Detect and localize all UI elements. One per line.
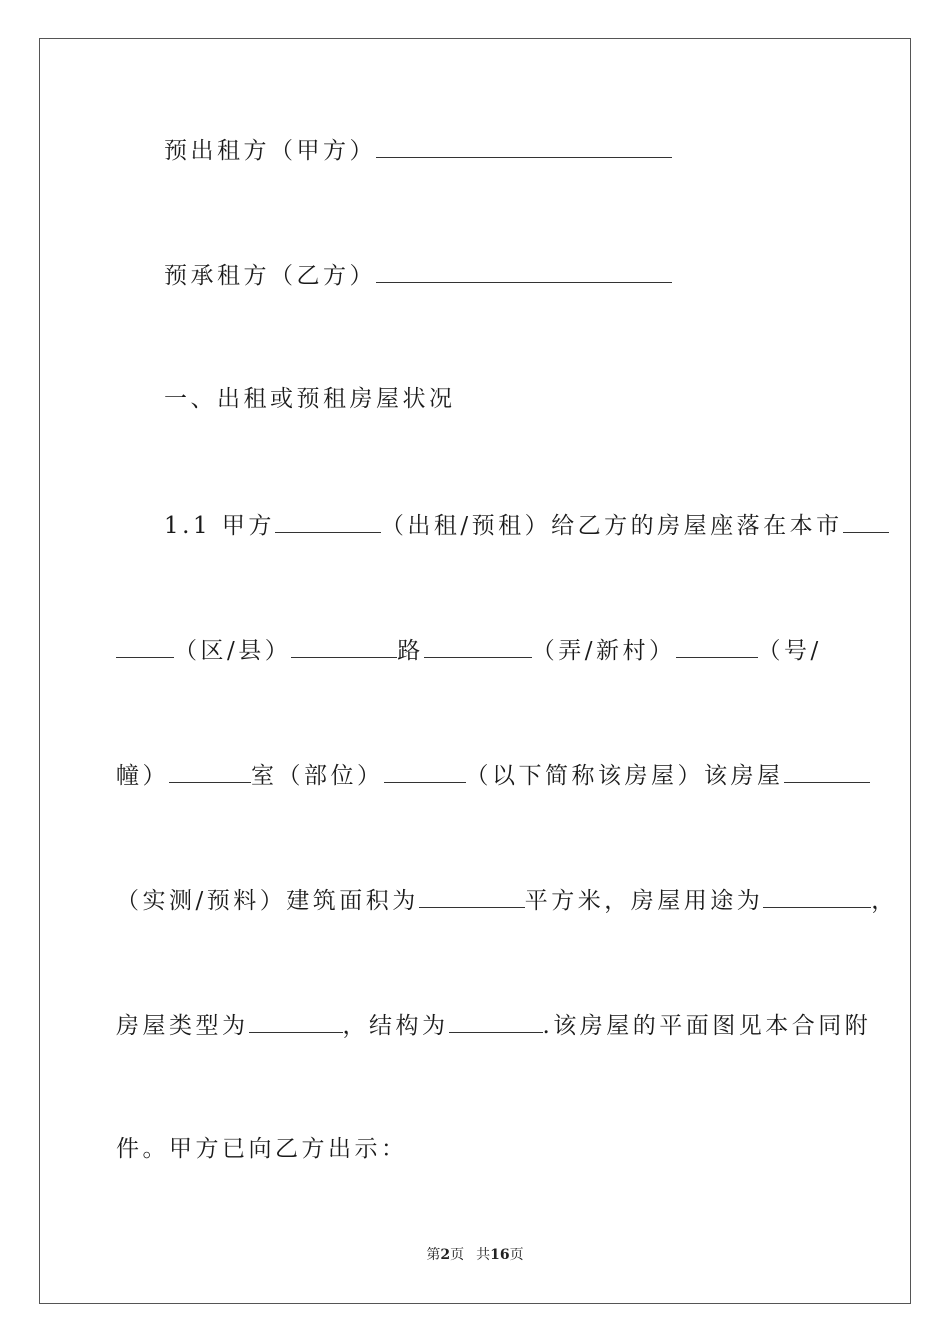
clause-line-6 [116,1134,408,1164]
party-b-line [164,260,672,291]
footer-total-number: 16 [490,1247,510,1263]
structure-blank[interactable] [449,1010,543,1033]
district-blank[interactable] [116,635,174,658]
clause-text: （弄/新村） [531,638,676,664]
house-type-blank[interactable] [249,1010,343,1033]
footer-page-prefix: 第 [426,1247,441,1263]
page-frame [39,38,911,1304]
clause-text: 平方米，房屋用途为 [524,888,764,914]
clause-text: ， [871,888,898,914]
area-blank[interactable] [419,885,525,908]
clause-text: （区/县） [174,638,292,664]
area-type-blank[interactable] [784,760,870,783]
section-1-heading: 一、出租或预租房屋状况 [164,386,456,412]
footer-total-prefix: 共 [476,1247,491,1263]
clause-text: 房屋类型为 [116,1013,249,1039]
clause-text: .该房屋的平面图见本合同附 [542,1013,872,1039]
lease-type-blank[interactable] [275,510,381,533]
clause-line-1 [164,510,889,541]
building-blank[interactable] [169,760,251,783]
clause-text: （实测/预料）建筑面积为 [116,888,419,914]
footer-page-unit: 页 [450,1247,465,1263]
party-b-blank[interactable] [376,260,672,283]
party-b-label: 预承租方（乙方） [164,263,376,289]
page-footer [0,1246,950,1264]
section-heading [164,384,456,414]
district-blank-start[interactable] [843,510,889,533]
clause-line-3 [116,760,870,791]
clause-text: 件。甲方已向乙方出示： [116,1136,408,1162]
party-a-label: 预出租方（甲方） [164,138,376,164]
clause-line-2 [116,635,822,666]
lane-blank[interactable] [424,635,532,658]
clause-line-4 [116,885,898,916]
clause-text: 路 [397,638,424,664]
clause-line-5 [116,1010,871,1041]
clause-text: ，结构为 [342,1013,449,1039]
clause-text: 室（部位） [251,763,384,789]
party-a-line [164,135,672,166]
clause-number: 1.1 [164,513,212,539]
room-blank[interactable] [384,760,466,783]
footer-total-unit: 页 [509,1247,524,1263]
clause-text: （号/ [757,638,822,664]
usage-blank[interactable] [763,885,871,908]
clause-text: （出租/预租）给乙方的房屋座落在本市 [380,513,843,539]
road-blank[interactable] [291,635,397,658]
clause-text: 幢） [116,763,169,789]
clause-text: 甲方 [221,513,275,539]
number-blank[interactable] [676,635,758,658]
clause-text: （以下简称该房屋）该房屋 [465,763,784,789]
footer-page-number: 2 [440,1247,451,1263]
party-a-blank[interactable] [376,135,672,158]
